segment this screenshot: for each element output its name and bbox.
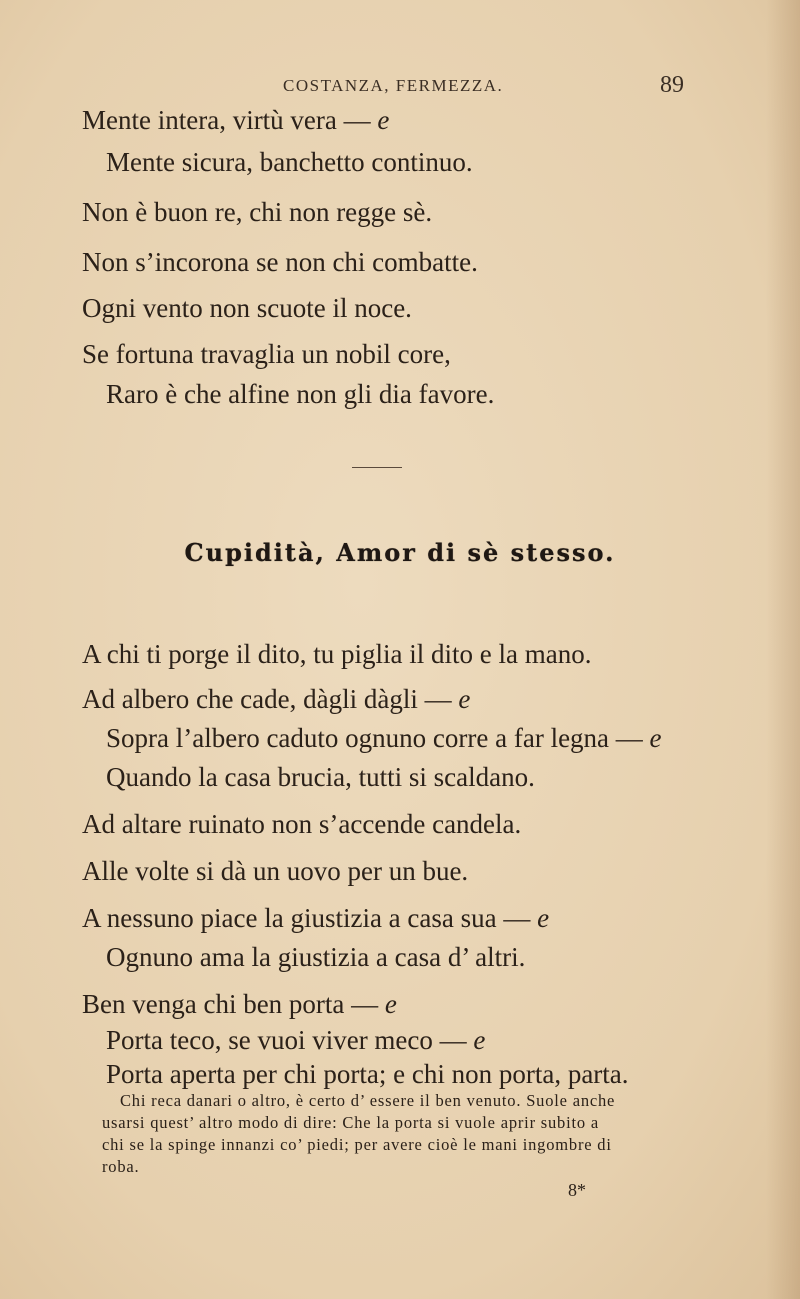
footnote-line: roba. (102, 1157, 140, 1176)
proverb-line: Se fortuna travaglia un nobil core, (82, 339, 451, 369)
proverb-line: Ognuno ama la giustizia a casa d’ altri. (106, 942, 526, 972)
section-divider (352, 467, 402, 468)
running-title: COSTANZA, FERMEZZA. (283, 76, 504, 95)
signature-mark: 8* (568, 1180, 586, 1200)
proverb-line: Porta teco, se vuoi viver meco — e (106, 1025, 486, 1055)
footnote-line: usarsi quest’ altro modo di dire: Che la porta si vuole aprir subito a (102, 1113, 599, 1132)
page-number: 89 (660, 72, 684, 98)
proverb-line: Sopra l’albero caduto ognuno corre a far legna — e (106, 723, 662, 753)
proverb-line: A chi ti porge il dito, tu piglia il dito e la mano. (82, 639, 592, 669)
footnote-line: Chi reca danari o altro, è certo d’ essere il ben venuto. Suole anche (120, 1091, 616, 1110)
proverb-line: Ben venga chi ben porta — e (82, 989, 397, 1019)
proverb-line: Mente sicura, banchetto continuo. (106, 147, 473, 177)
footnote-line: chi se la spinge innanzi co’ piedi; per avere cioè le mani ingombre di (102, 1135, 612, 1154)
proverb-line: Ad albero che cade, dàgli dàgli — e (82, 684, 471, 714)
proverb-line: Quando la casa brucia, tutti si scaldano. (106, 762, 535, 792)
proverb-line: Alle volte si dà un uovo per un bue. (82, 856, 469, 886)
proverb-line: Mente intera, virtù vera — e (82, 105, 390, 135)
proverb-line: Raro è che alfine non gli dia favore. (106, 379, 495, 409)
proverb-line: Non s’incorona se non chi combatte. (82, 247, 478, 277)
proverb-line: Non è buon re, chi non regge sè. (82, 197, 433, 227)
proverb-line: Ad altare ruinato non s’accende candela. (82, 809, 522, 839)
page-header (0, 72, 800, 102)
proverb-line: A nessuno piace la giustizia a casa sua — e (82, 903, 550, 933)
proverb-line: Ogni vento non scuote il noce. (82, 293, 412, 323)
page-edge-shadow (766, 0, 800, 1299)
footnote (102, 1090, 674, 1178)
proverb-line: Porta aperta per chi porta; e chi non porta, parta. (106, 1059, 629, 1089)
section-heading: Cupidità, Amor di sè stesso. (184, 538, 616, 567)
